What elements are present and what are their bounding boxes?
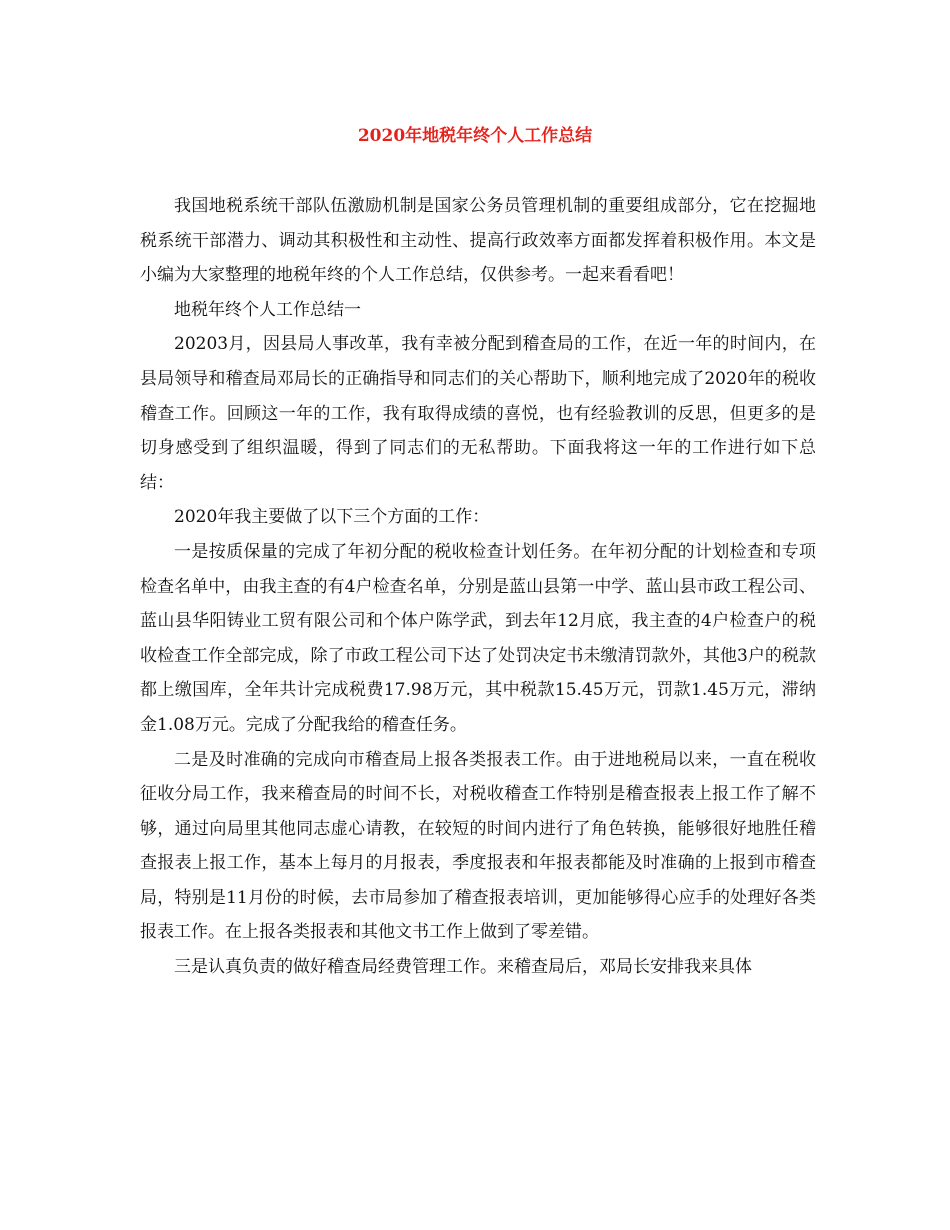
paragraph-item-three: 三是认真负责的做好稽查局经费管理工作。来稽查局后，邓局长安排我来具体: [174, 957, 752, 978]
paragraph-item-one: 一是按质保量的完成了年初分配的税收检查计划任务。在年初分配的计划检查和专项检查名单中，由我主查的有4户检查名单，分别是蓝山县第一中学、蓝山县市政工程公司、蓝山县华阳铸业工贸有限公司和个体户陈学武，到去年12月底，我主查的4户检查户的税收检查工作全部完成，除了市政工程公司下达了处罚决定书未缴清罚款外，其他3户的税款都上缴国库，全年共计完成税费17.98万元，其中税款15.45万元，罚款1.45万元，滞纳金1.08万元。完成了分配我给的稽查任务。: [140, 541, 816, 735]
document-body: [140, 189, 816, 985]
paragraph-intro: 我国地税系统干部队伍激励机制是国家公务员管理机制的重要组成部分，它在挖掘地税系统干部潜力、调动其积极性和主动性、提高行政效率方面都发挥着积极作用。本文是小编为大家整理的地税年终的个人工作总结，仅供参考。一起来看看吧！: [140, 196, 816, 286]
section-heading: 地税年终个人工作总结一: [174, 299, 361, 320]
paragraph-item-two: 二是及时准确的完成向市稽查局上报各类报表工作。由于进地税局以来，一直在税收征收分局工作，我来稽查局的时间不长，对税收稽查工作特别是稽查报表上报工作了解不够，通过向局里其他同志虚心请教，在较短的时间内进行了角色转换，能够很好地胜任稽查报表上报工作，基本上每月的月报表，季度报表和年报表都能及时准确的上报到市稽查局，特别是11月份的时候，去市局参加了稽查报表培训，更加能够得心应手的处理好各类报表工作。在上报各类报表和其他文书工作上做到了零差错。: [140, 749, 816, 943]
document-title: 2020年地税年终个人工作总结: [357, 126, 593, 146]
paragraph-summary-lead: 2020年我主要做了以下三个方面的工作：: [174, 507, 490, 528]
paragraph-overview: 20203月，因县局人事改革，我有幸被分配到稽查局的工作，在近一年的时间内，在县局领导和稽查局邓局长的正确指导和同志们的关心帮助下，顺利地完成了2020年的税收稽查工作。回顾这一年的工作，我有取得成绩的喜悦，也有经验教训的反思，但更多的是切身感受到了组织温暖，得到了同志们的无私帮助。下面我将这一年的工作进行如下总结：: [140, 334, 816, 493]
